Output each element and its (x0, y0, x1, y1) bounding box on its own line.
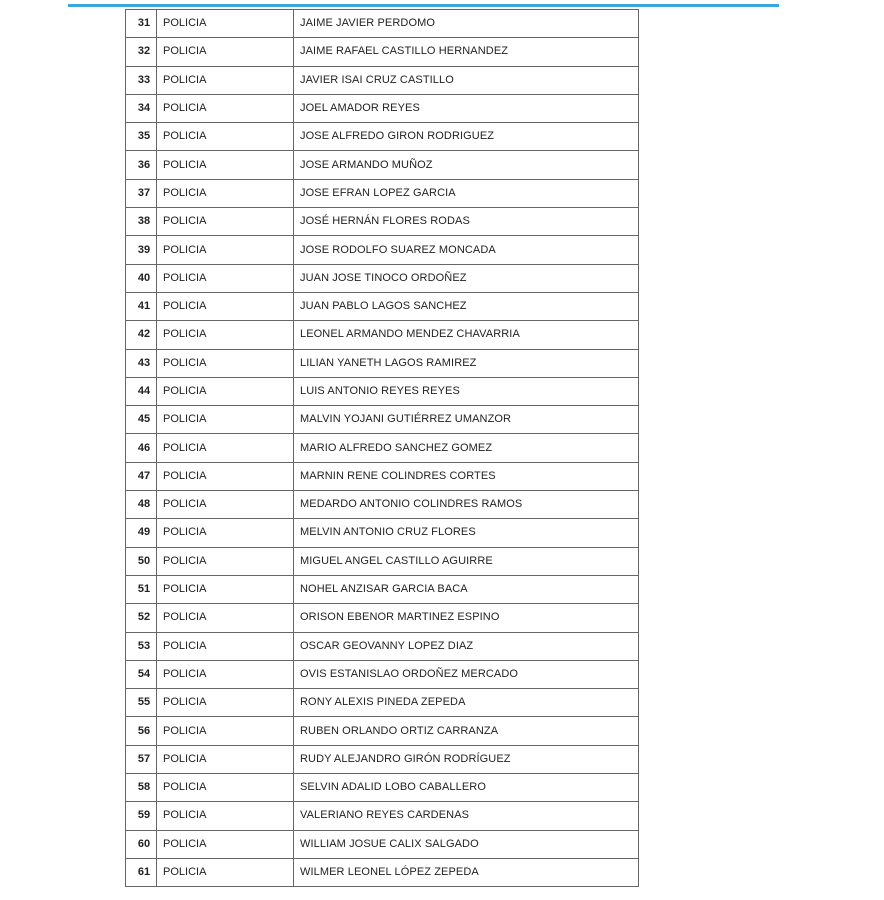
row-name: JAIME JAVIER PERDOMO (294, 10, 639, 38)
row-rank: POLICIA (157, 774, 294, 802)
row-name: OVIS ESTANISLAO ORDOÑEZ MERCADO (294, 660, 639, 688)
row-name: RUBEN ORLANDO ORTIZ CARRANZA (294, 717, 639, 745)
table-row (126, 236, 639, 264)
table-row (126, 38, 639, 66)
table-row (126, 123, 639, 151)
row-name: WILMER LEONEL LÓPEZ ZEPEDA (294, 858, 639, 886)
row-number: 57 (126, 745, 157, 773)
row-number: 52 (126, 604, 157, 632)
row-number: 43 (126, 349, 157, 377)
row-name: LUIS ANTONIO REYES REYES (294, 377, 639, 405)
row-rank: POLICIA (157, 38, 294, 66)
row-name: LEONEL ARMANDO MENDEZ CHAVARRIA (294, 321, 639, 349)
row-number: 49 (126, 519, 157, 547)
row-rank: POLICIA (157, 717, 294, 745)
row-name: JUAN PABLO LAGOS SANCHEZ (294, 292, 639, 320)
row-number: 41 (126, 292, 157, 320)
row-name: JAIME RAFAEL CASTILLO HERNANDEZ (294, 38, 639, 66)
table-row (126, 717, 639, 745)
table-row (126, 208, 639, 236)
row-rank: POLICIA (157, 830, 294, 858)
row-name: JUAN JOSE TINOCO ORDOÑEZ (294, 264, 639, 292)
table-row (126, 434, 639, 462)
row-name: LILIAN YANETH LAGOS RAMIREZ (294, 349, 639, 377)
row-rank: POLICIA (157, 745, 294, 773)
table-row (126, 462, 639, 490)
table-row (126, 660, 639, 688)
row-number: 60 (126, 830, 157, 858)
row-number: 42 (126, 321, 157, 349)
row-number: 50 (126, 547, 157, 575)
table-row (126, 547, 639, 575)
row-number: 58 (126, 774, 157, 802)
row-number: 40 (126, 264, 157, 292)
row-name: RONY ALEXIS PINEDA ZEPEDA (294, 689, 639, 717)
row-number: 45 (126, 406, 157, 434)
row-name: MARNIN RENE COLINDRES CORTES (294, 462, 639, 490)
row-number: 35 (126, 123, 157, 151)
row-rank: POLICIA (157, 462, 294, 490)
row-rank: POLICIA (157, 406, 294, 434)
row-rank: POLICIA (157, 179, 294, 207)
row-name: MEDARDO ANTONIO COLINDRES RAMOS (294, 491, 639, 519)
row-rank: POLICIA (157, 519, 294, 547)
table-row (126, 151, 639, 179)
table-row (126, 830, 639, 858)
table-row (126, 604, 639, 632)
row-rank: POLICIA (157, 604, 294, 632)
row-number: 34 (126, 94, 157, 122)
row-name: RUDY ALEJANDRO GIRÓN RODRÍGUEZ (294, 745, 639, 773)
table-row (126, 292, 639, 320)
table-row (126, 745, 639, 773)
row-name: JAVIER ISAI CRUZ CASTILLO (294, 66, 639, 94)
table-row (126, 349, 639, 377)
table-row (126, 858, 639, 886)
row-rank: POLICIA (157, 66, 294, 94)
row-rank: POLICIA (157, 491, 294, 519)
row-rank: POLICIA (157, 349, 294, 377)
row-rank: POLICIA (157, 151, 294, 179)
table-row (126, 689, 639, 717)
table-row (126, 321, 639, 349)
row-rank: POLICIA (157, 94, 294, 122)
table-row (126, 491, 639, 519)
row-rank: POLICIA (157, 575, 294, 603)
table-row (126, 774, 639, 802)
header-divider (68, 4, 779, 7)
row-number: 39 (126, 236, 157, 264)
table-row (126, 632, 639, 660)
row-number: 47 (126, 462, 157, 490)
row-rank: POLICIA (157, 292, 294, 320)
row-rank: POLICIA (157, 660, 294, 688)
table-row (126, 802, 639, 830)
table-row (126, 377, 639, 405)
row-name: JOSE ALFREDO GIRON RODRIGUEZ (294, 123, 639, 151)
row-number: 44 (126, 377, 157, 405)
row-number: 38 (126, 208, 157, 236)
row-name: NOHEL ANZISAR GARCIA BACA (294, 575, 639, 603)
row-rank: POLICIA (157, 689, 294, 717)
row-rank: POLICIA (157, 208, 294, 236)
row-number: 46 (126, 434, 157, 462)
row-rank: POLICIA (157, 858, 294, 886)
row-name: JOEL AMADOR REYES (294, 94, 639, 122)
row-name: MELVIN ANTONIO CRUZ FLORES (294, 519, 639, 547)
table-row (126, 66, 639, 94)
row-rank: POLICIA (157, 10, 294, 38)
table-row (126, 519, 639, 547)
personnel-table-body (126, 10, 639, 887)
row-name: MARIO ALFREDO SANCHEZ GOMEZ (294, 434, 639, 462)
table-row (126, 575, 639, 603)
row-rank: POLICIA (157, 377, 294, 405)
row-number: 32 (126, 38, 157, 66)
row-rank: POLICIA (157, 632, 294, 660)
row-rank: POLICIA (157, 236, 294, 264)
row-rank: POLICIA (157, 434, 294, 462)
personnel-table (125, 9, 639, 887)
row-name: ORISON EBENOR MARTINEZ ESPINO (294, 604, 639, 632)
row-number: 51 (126, 575, 157, 603)
row-name: JOSE ARMANDO MUÑOZ (294, 151, 639, 179)
row-number: 53 (126, 632, 157, 660)
row-number: 37 (126, 179, 157, 207)
row-number: 31 (126, 10, 157, 38)
row-rank: POLICIA (157, 264, 294, 292)
table-row (126, 179, 639, 207)
row-number: 48 (126, 491, 157, 519)
table-row (126, 406, 639, 434)
row-number: 54 (126, 660, 157, 688)
row-rank: POLICIA (157, 321, 294, 349)
row-name: JOSE RODOLFO SUAREZ MONCADA (294, 236, 639, 264)
row-number: 36 (126, 151, 157, 179)
row-name: JOSE EFRAN LOPEZ GARCIA (294, 179, 639, 207)
row-number: 59 (126, 802, 157, 830)
table-row (126, 94, 639, 122)
row-rank: POLICIA (157, 123, 294, 151)
row-name: JOSÉ HERNÁN FLORES RODAS (294, 208, 639, 236)
row-name: MIGUEL ANGEL CASTILLO AGUIRRE (294, 547, 639, 575)
table-row (126, 264, 639, 292)
row-number: 61 (126, 858, 157, 886)
row-number: 55 (126, 689, 157, 717)
row-name: OSCAR GEOVANNY LOPEZ DIAZ (294, 632, 639, 660)
row-number: 56 (126, 717, 157, 745)
row-name: MALVIN YOJANI GUTIÉRREZ UMANZOR (294, 406, 639, 434)
row-name: WILLIAM JOSUE CALIX SALGADO (294, 830, 639, 858)
row-name: VALERIANO REYES CARDENAS (294, 802, 639, 830)
table-row (126, 10, 639, 38)
row-rank: POLICIA (157, 802, 294, 830)
row-name: SELVIN ADALID LOBO CABALLERO (294, 774, 639, 802)
row-number: 33 (126, 66, 157, 94)
row-rank: POLICIA (157, 547, 294, 575)
